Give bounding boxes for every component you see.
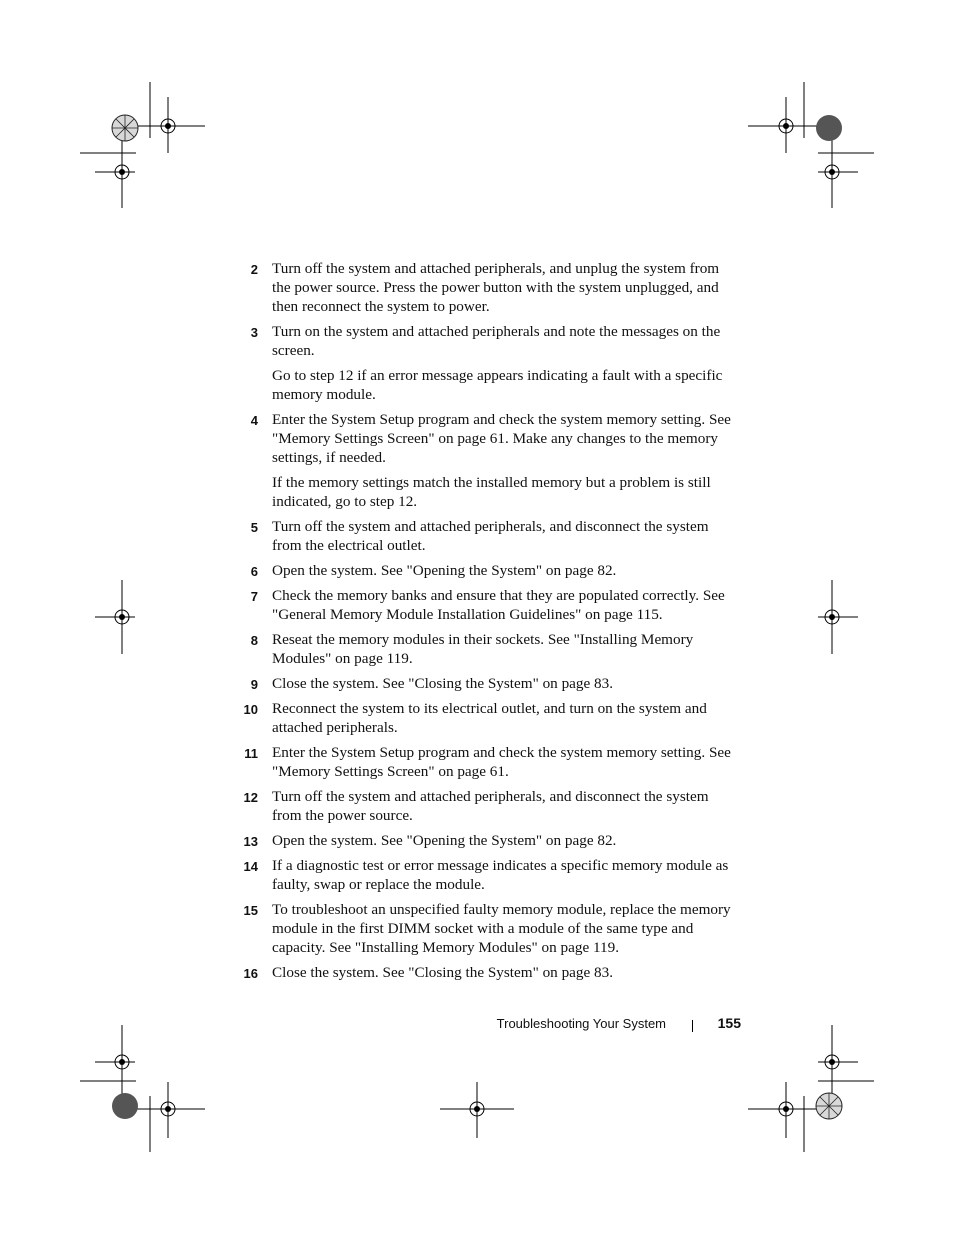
step-number: 9 (250, 677, 258, 692)
step-text: Turn off the system and attached peripherals, and unplug the system from the power source. Press the power button with the system unplugged, and then reconnect the system to power. (272, 260, 720, 315)
step-text: Reconnect the system to its electrical outlet, and turn on the system and attached peripherals. (272, 700, 707, 736)
procedure-step (240, 963, 740, 982)
step-text: Close the system. See "Closing the System" on page 83. (272, 964, 614, 981)
step-number: 16 (243, 966, 258, 981)
procedure-step (240, 410, 740, 467)
step-text: Turn off the system and attached peripherals, and disconnect the system from the electrical outlet. (272, 518, 709, 554)
procedure-step (240, 743, 740, 781)
step-number: 8 (250, 633, 258, 648)
step-text: Reseat the memory modules in their sockets. See "Installing Memory Modules" on page 119. (272, 631, 694, 667)
procedure-step (240, 322, 740, 360)
step-number: 11 (244, 746, 258, 761)
step-text: If a diagnostic test or error message indicates a specific memory module as faulty, swap or replace the module. (272, 857, 729, 893)
step-number: 4 (250, 413, 258, 428)
step-number: 3 (250, 325, 258, 340)
step-text: Check the memory banks and ensure that they are populated correctly. See "General Memory Module Installation Guidelines" on page 115. (272, 587, 725, 623)
step-number: 10 (243, 702, 258, 717)
procedure-step (240, 259, 740, 316)
procedure-step (240, 630, 740, 668)
procedure-step (240, 517, 740, 555)
step-number: 7 (250, 589, 258, 604)
procedure-steps (240, 259, 740, 988)
step-number: 2 (250, 262, 258, 277)
procedure-step (240, 561, 740, 580)
step-text: Open the system. See "Opening the System" on page 82. (272, 562, 617, 579)
step-number: 5 (250, 520, 258, 535)
step-note: Go to step 12 if an error message appears indicating a fault with a specific memory module. (272, 367, 723, 403)
step-number: 6 (250, 564, 258, 579)
step-number: 13 (243, 834, 258, 849)
step-text: Enter the System Setup program and check the system memory setting. See "Memory Settings Screen" on page 61. Make any changes to the memory settings, if needed. (272, 411, 731, 466)
page-number: 155 (717, 1015, 741, 1031)
procedure-step (240, 831, 740, 850)
page-footer (440, 1014, 741, 1036)
step-text: Open the system. See "Opening the System" on page 82. (272, 832, 617, 849)
step-text: To troubleshoot an unspecified faulty memory module, replace the memory module in the first DIMM socket with a module of the same type and capacity. See "Installing Memory Modules" on page 119. (272, 901, 731, 956)
step-number: 14 (243, 859, 258, 874)
procedure-step (240, 787, 740, 825)
procedure-step (240, 586, 740, 624)
procedure-step (240, 674, 740, 693)
procedure-step (240, 900, 740, 957)
step-text: Close the system. See "Closing the System" on page 83. (272, 675, 614, 692)
step-note: If the memory settings match the installed memory but a problem is still indicated, go to step 12. (272, 474, 711, 510)
step-text: Turn off the system and attached peripherals, and disconnect the system from the power source. (272, 788, 709, 824)
procedure-step (240, 699, 740, 737)
footer-separator (692, 1020, 693, 1032)
step-number: 12 (243, 790, 258, 805)
procedure-step (240, 856, 740, 894)
step-text: Enter the System Setup program and check the system memory setting. See "Memory Settings Screen" on page 61. (272, 744, 731, 780)
footer-section-title: Troubleshooting Your System (496, 1016, 666, 1031)
step-text: Turn on the system and attached peripherals and note the messages on the screen. (272, 323, 721, 359)
step-number: 15 (243, 903, 258, 918)
